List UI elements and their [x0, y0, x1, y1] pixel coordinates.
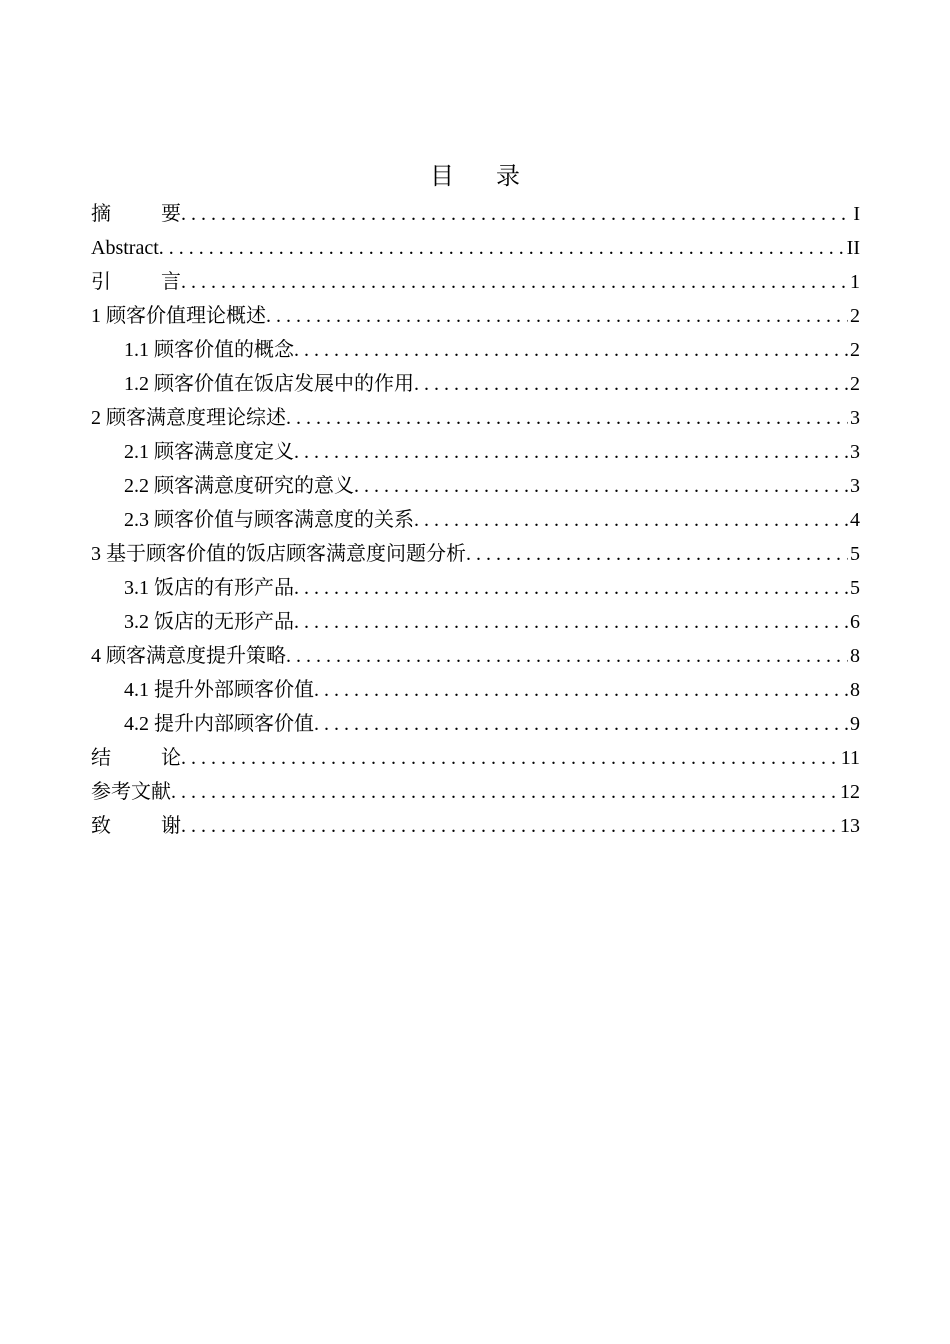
toc-entry-label: 引 言 [91, 271, 181, 293]
toc-entry-section-3-2[interactable] [91, 605, 860, 639]
toc-leader-dots [294, 571, 848, 605]
toc-entry-page: 9 [850, 713, 860, 735]
toc-entry-chapter-3[interactable] [91, 537, 860, 571]
toc-entry-abstract-cn[interactable] [91, 197, 860, 231]
toc-leader-dots [181, 741, 839, 775]
toc-leader-dots [266, 299, 848, 333]
toc-leader-dots [294, 605, 848, 639]
toc-entry-page: II [846, 237, 860, 259]
toc-leader-dots [181, 809, 838, 843]
toc-entry-page: 3 [850, 475, 860, 497]
toc-entry-page: I [853, 203, 860, 225]
toc-entry-label: 结 论 [91, 747, 181, 769]
toc-entry-label: 2 顾客满意度理论综述 [91, 407, 286, 429]
toc-entry-acknowledgements[interactable] [91, 809, 860, 843]
toc-entry-page: 2 [850, 305, 860, 327]
toc-leader-dots [414, 503, 848, 537]
toc-entry-page: 11 [840, 747, 860, 769]
toc-leader-dots [314, 673, 848, 707]
toc-entry-label: 参考文献 [91, 781, 171, 803]
toc-entry-label: 3 基于顾客价值的饭店顾客满意度问题分析 [91, 543, 466, 565]
toc-leader-dots [314, 707, 848, 741]
toc-entry-chapter-4[interactable] [91, 639, 860, 673]
toc-entry-label: 4 顾客满意度提升策略 [91, 645, 286, 667]
toc-title-char-2: 录 [496, 162, 520, 190]
toc-entry-label: 1.1 顾客价值的概念 [124, 339, 294, 361]
toc-entry-introduction[interactable] [91, 265, 860, 299]
toc-entry-label: 3.1 饭店的有形产品 [124, 577, 294, 599]
toc-entry-page: 2 [850, 373, 860, 395]
toc-title [0, 158, 950, 194]
toc-entry-page: 2 [850, 339, 860, 361]
toc-entry-chapter-2[interactable] [91, 401, 860, 435]
toc-leader-dots [159, 231, 845, 265]
toc-leader-dots [286, 639, 848, 673]
toc-entry-page: 5 [850, 577, 860, 599]
toc-entry-page: 4 [850, 509, 860, 531]
toc-leader-dots [181, 265, 848, 299]
toc-entry-label: 2.3 顾客价值与顾客满意度的关系 [124, 509, 414, 531]
toc-entry-page: 12 [840, 781, 860, 803]
toc-entry-section-2-1[interactable] [91, 435, 860, 469]
toc-leader-dots [294, 435, 848, 469]
toc-entry-label: 致 谢 [91, 815, 181, 837]
toc-title-char-1: 目 [430, 162, 454, 190]
toc-entry-references[interactable] [91, 775, 860, 809]
toc-entry-conclusion[interactable] [91, 741, 860, 775]
toc-entry-abstract-en[interactable] [91, 231, 860, 265]
toc-entry-label: 2.1 顾客满意度定义 [124, 441, 294, 463]
toc-entry-section-4-1[interactable] [91, 673, 860, 707]
toc-list [91, 197, 860, 843]
toc-leader-dots [354, 469, 848, 503]
toc-entry-page: 3 [850, 407, 860, 429]
toc-leader-dots [181, 197, 851, 231]
toc-leader-dots [171, 775, 838, 809]
toc-entry-label: 1.2 顾客价值在饭店发展中的作用 [124, 373, 414, 395]
toc-leader-dots [414, 367, 848, 401]
toc-entry-page: 6 [850, 611, 860, 633]
toc-entry-section-4-2[interactable] [91, 707, 860, 741]
toc-leader-dots [466, 537, 848, 571]
toc-entry-section-1-2[interactable] [91, 367, 860, 401]
toc-entry-page: 13 [840, 815, 860, 837]
toc-entry-section-1-1[interactable] [91, 333, 860, 367]
toc-entry-section-3-1[interactable] [91, 571, 860, 605]
toc-entry-label: 4.1 提升外部顾客价值 [124, 679, 314, 701]
toc-entry-section-2-2[interactable] [91, 469, 860, 503]
toc-entry-label: 4.2 提升内部顾客价值 [124, 713, 314, 735]
toc-entry-section-2-3[interactable] [91, 503, 860, 537]
toc-entry-page: 5 [850, 543, 860, 565]
toc-entry-label: 2.2 顾客满意度研究的意义 [124, 475, 354, 497]
toc-entry-page: 1 [850, 271, 860, 293]
toc-leader-dots [294, 333, 848, 367]
toc-entry-page: 8 [850, 679, 860, 701]
toc-entry-label: 1 顾客价值理论概述 [91, 305, 266, 327]
toc-entry-label: 摘 要 [91, 203, 181, 225]
toc-entry-page: 8 [850, 645, 860, 667]
toc-entry-chapter-1[interactable] [91, 299, 860, 333]
toc-leader-dots [286, 401, 848, 435]
toc-entry-label: 3.2 饭店的无形产品 [124, 611, 294, 633]
toc-entry-label: Abstract [91, 237, 159, 259]
toc-entry-page: 3 [850, 441, 860, 463]
